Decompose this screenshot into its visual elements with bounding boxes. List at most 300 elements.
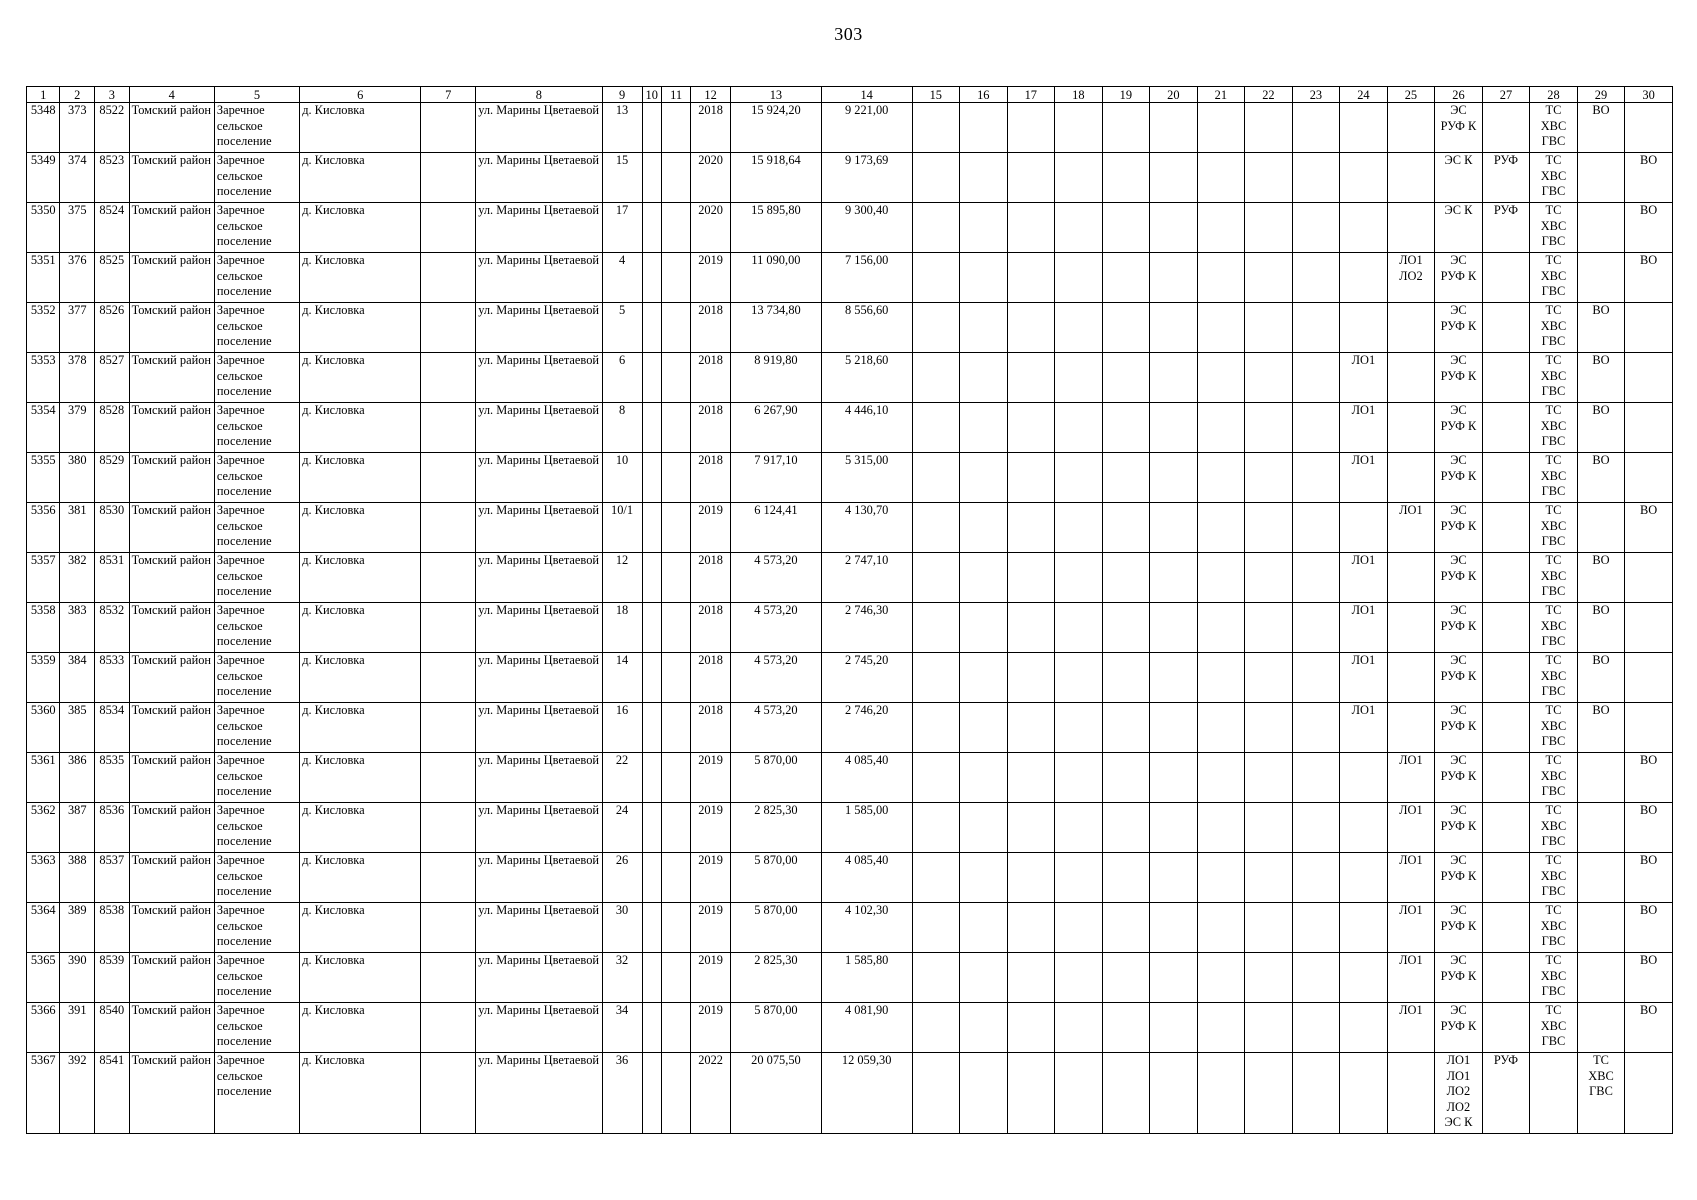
- table-cell-col-16: [960, 703, 1008, 753]
- table-cell-col-8: ул. Марины Цветаевой: [476, 703, 602, 753]
- table-cell-col-25: ЛО1: [1387, 953, 1435, 1003]
- table-cell-col-6: д. Кисловка: [300, 303, 421, 353]
- table-cell-col-20: [1150, 453, 1198, 503]
- table-cell-col-18: [1055, 303, 1103, 353]
- table-cell-col-25: ЛО1: [1387, 503, 1435, 553]
- table-cell-col-8: ул. Марины Цветаевой: [476, 553, 602, 603]
- table-cell-col-29: [1577, 903, 1625, 953]
- table-cell-col-25: ЛО1 ЛО2: [1387, 253, 1435, 303]
- table-cell-col-5: Заречное сельское поселение: [214, 1053, 299, 1134]
- table-cell-col-26: ЭС РУФ К: [1435, 353, 1483, 403]
- table-row: [27, 753, 1673, 803]
- table-cell-col-7: [421, 603, 476, 653]
- table-cell-col-16: [960, 253, 1008, 303]
- table-cell-col-9: 4: [602, 253, 642, 303]
- table-cell-col-21: [1197, 903, 1245, 953]
- table-cell-col-3: 8541: [95, 1053, 130, 1134]
- table-cell-col-4: Томский район: [129, 203, 214, 253]
- table-cell-col-19: [1102, 403, 1150, 453]
- column-number-header-row: [27, 87, 1673, 103]
- table-cell-col-25: [1387, 303, 1435, 353]
- table-cell-col-6: д. Кисловка: [300, 1053, 421, 1134]
- table-cell-col-15: [912, 403, 960, 453]
- table-cell-col-4: Томский район: [129, 103, 214, 153]
- table-cell-col-17: [1007, 453, 1055, 503]
- table-cell-col-15: [912, 653, 960, 703]
- table-cell-col-13: 2 825,30: [731, 803, 822, 853]
- table-cell-col-2: 375: [60, 203, 95, 253]
- table-cell-col-8: ул. Марины Цветаевой: [476, 253, 602, 303]
- table-cell-col-19: [1102, 253, 1150, 303]
- table-cell-col-4: Томский район: [129, 303, 214, 353]
- table-cell-col-18: [1055, 753, 1103, 803]
- table-cell-col-24: ЛО1: [1340, 603, 1388, 653]
- table-cell-col-11: [661, 203, 690, 253]
- table-cell-col-1: 5352: [27, 303, 60, 353]
- table-cell-col-8: ул. Марины Цветаевой: [476, 1053, 602, 1134]
- table-cell-col-28: ТС ХВС ГВС: [1530, 203, 1578, 253]
- table-cell-col-10: [642, 253, 661, 303]
- table-cell-col-2: 380: [60, 453, 95, 503]
- column-header-26: 26: [1435, 87, 1483, 103]
- table-cell-col-4: Томский район: [129, 1053, 214, 1134]
- table-cell-col-11: [661, 603, 690, 653]
- table-cell-col-6: д. Кисловка: [300, 753, 421, 803]
- table-cell-col-24: [1340, 503, 1388, 553]
- table-cell-col-16: [960, 553, 1008, 603]
- table-cell-col-11: [661, 503, 690, 553]
- table-cell-col-15: [912, 953, 960, 1003]
- table-cell-col-20: [1150, 703, 1198, 753]
- table-cell-col-4: Томский район: [129, 153, 214, 203]
- table-cell-col-25: ЛО1: [1387, 1003, 1435, 1053]
- table-cell-col-28: ТС ХВС ГВС: [1530, 553, 1578, 603]
- table-cell-col-24: [1340, 953, 1388, 1003]
- table-cell-col-16: [960, 103, 1008, 153]
- table-cell-col-1: 5362: [27, 803, 60, 853]
- table-cell-col-7: [421, 953, 476, 1003]
- table-cell-col-20: [1150, 153, 1198, 203]
- table-cell-col-30: [1625, 403, 1673, 453]
- table-cell-col-30: ВО: [1625, 903, 1673, 953]
- table-cell-col-16: [960, 1053, 1008, 1134]
- table-cell-col-2: 392: [60, 1053, 95, 1134]
- table-cell-col-2: 374: [60, 153, 95, 203]
- table-cell-col-2: 379: [60, 403, 95, 453]
- table-cell-col-1: 5363: [27, 853, 60, 903]
- table-cell-col-16: [960, 953, 1008, 1003]
- table-cell-col-18: [1055, 703, 1103, 753]
- table-cell-col-17: [1007, 303, 1055, 353]
- table-cell-col-9: 24: [602, 803, 642, 853]
- column-header-18: 18: [1055, 87, 1103, 103]
- table-cell-col-8: ул. Марины Цветаевой: [476, 103, 602, 153]
- table-row: [27, 853, 1673, 903]
- table-cell-col-1: 5353: [27, 353, 60, 403]
- table-cell-col-24: [1340, 203, 1388, 253]
- table-cell-col-16: [960, 903, 1008, 953]
- table-cell-col-30: ВО: [1625, 203, 1673, 253]
- table-cell-col-7: [421, 553, 476, 603]
- table-cell-col-29: ТС ХВС ГВС: [1577, 1053, 1625, 1134]
- table-cell-col-15: [912, 453, 960, 503]
- table-cell-col-10: [642, 453, 661, 503]
- table-cell-col-18: [1055, 803, 1103, 853]
- table-cell-col-24: [1340, 153, 1388, 203]
- column-header-9: 9: [602, 87, 642, 103]
- table-cell-col-3: 8538: [95, 903, 130, 953]
- table-cell-col-13: 5 870,00: [731, 1003, 822, 1053]
- table-cell-col-9: 14: [602, 653, 642, 703]
- column-header-20: 20: [1150, 87, 1198, 103]
- table-cell-col-5: Заречное сельское поселение: [214, 503, 299, 553]
- table-cell-col-24: ЛО1: [1340, 653, 1388, 703]
- table-cell-col-9: 30: [602, 903, 642, 953]
- table-cell-col-14: 1 585,80: [821, 953, 912, 1003]
- table-cell-col-13: 8 919,80: [731, 353, 822, 403]
- table-cell-col-5: Заречное сельское поселение: [214, 1003, 299, 1053]
- table-cell-col-25: ЛО1: [1387, 853, 1435, 903]
- table-cell-col-24: [1340, 253, 1388, 303]
- table-cell-col-30: [1625, 1053, 1673, 1134]
- table-cell-col-3: 8529: [95, 453, 130, 503]
- table-cell-col-1: 5348: [27, 103, 60, 153]
- table-cell-col-17: [1007, 203, 1055, 253]
- table-cell-col-22: [1245, 1053, 1293, 1134]
- table-cell-col-27: [1482, 753, 1530, 803]
- table-cell-col-17: [1007, 653, 1055, 703]
- table-cell-col-7: [421, 853, 476, 903]
- table-cell-col-29: ВО: [1577, 403, 1625, 453]
- table-cell-col-14: 4 102,30: [821, 903, 912, 953]
- table-cell-col-15: [912, 603, 960, 653]
- table-cell-col-17: [1007, 703, 1055, 753]
- table-cell-col-8: ул. Марины Цветаевой: [476, 953, 602, 1003]
- table-cell-col-6: д. Кисловка: [300, 103, 421, 153]
- table-cell-col-11: [661, 903, 690, 953]
- table-cell-col-6: д. Кисловка: [300, 953, 421, 1003]
- table-cell-col-22: [1245, 403, 1293, 453]
- table-cell-col-15: [912, 753, 960, 803]
- column-header-8: 8: [476, 87, 602, 103]
- table-cell-col-2: 385: [60, 703, 95, 753]
- table-cell-col-29: ВО: [1577, 553, 1625, 603]
- table-cell-col-12: 2018: [691, 353, 731, 403]
- table-row: [27, 653, 1673, 703]
- table-cell-col-10: [642, 403, 661, 453]
- table-cell-col-22: [1245, 453, 1293, 503]
- table-cell-col-26: ЭС РУФ К: [1435, 453, 1483, 503]
- table-cell-col-22: [1245, 1003, 1293, 1053]
- table-row: [27, 303, 1673, 353]
- table-cell-col-11: [661, 553, 690, 603]
- table-cell-col-10: [642, 903, 661, 953]
- table-cell-col-30: ВО: [1625, 253, 1673, 303]
- table-cell-col-14: 9 221,00: [821, 103, 912, 153]
- table-cell-col-21: [1197, 753, 1245, 803]
- table-cell-col-20: [1150, 553, 1198, 603]
- table-cell-col-27: [1482, 403, 1530, 453]
- table-cell-col-24: [1340, 753, 1388, 803]
- table-cell-col-27: [1482, 353, 1530, 403]
- table-row: [27, 1053, 1673, 1134]
- table-cell-col-25: ЛО1: [1387, 903, 1435, 953]
- table-cell-col-5: Заречное сельское поселение: [214, 253, 299, 303]
- table-cell-col-18: [1055, 603, 1103, 653]
- table-cell-col-14: 9 300,40: [821, 203, 912, 253]
- table-cell-col-25: [1387, 353, 1435, 403]
- table-cell-col-26: ЭС РУФ К: [1435, 503, 1483, 553]
- table-cell-col-26: ЭС РУФ К: [1435, 953, 1483, 1003]
- table-cell-col-16: [960, 803, 1008, 853]
- table-cell-col-25: [1387, 453, 1435, 503]
- table-row: [27, 903, 1673, 953]
- table-cell-col-18: [1055, 403, 1103, 453]
- table-cell-col-24: [1340, 853, 1388, 903]
- table-cell-col-26: ЭС РУФ К: [1435, 903, 1483, 953]
- table-cell-col-18: [1055, 653, 1103, 703]
- table-cell-col-21: [1197, 103, 1245, 153]
- table-cell-col-5: Заречное сельское поселение: [214, 803, 299, 853]
- table-cell-col-11: [661, 653, 690, 703]
- table-cell-col-14: 5 218,60: [821, 353, 912, 403]
- table-row: [27, 253, 1673, 303]
- table-row: [27, 953, 1673, 1003]
- table-cell-col-17: [1007, 403, 1055, 453]
- table-cell-col-8: ул. Марины Цветаевой: [476, 753, 602, 803]
- column-header-1: 1: [27, 87, 60, 103]
- table-cell-col-1: 5364: [27, 903, 60, 953]
- table-cell-col-12: 2019: [691, 853, 731, 903]
- table-cell-col-22: [1245, 553, 1293, 603]
- table-cell-col-28: ТС ХВС ГВС: [1530, 103, 1578, 153]
- table-cell-col-10: [642, 653, 661, 703]
- table-cell-col-29: ВО: [1577, 703, 1625, 753]
- table-cell-col-20: [1150, 403, 1198, 453]
- table-cell-col-21: [1197, 603, 1245, 653]
- table-cell-col-12: 2022: [691, 1053, 731, 1134]
- table-cell-col-6: д. Кисловка: [300, 453, 421, 503]
- table-cell-col-4: Томский район: [129, 903, 214, 953]
- table-cell-col-28: ТС ХВС ГВС: [1530, 153, 1578, 203]
- table-cell-col-24: [1340, 1053, 1388, 1134]
- table-cell-col-7: [421, 253, 476, 303]
- table-cell-col-3: 8534: [95, 703, 130, 753]
- table-cell-col-20: [1150, 253, 1198, 303]
- registry-table: [26, 86, 1673, 1134]
- column-header-11: 11: [661, 87, 690, 103]
- table-cell-col-22: [1245, 153, 1293, 203]
- table-cell-col-7: [421, 503, 476, 553]
- table-cell-col-8: ул. Марины Цветаевой: [476, 353, 602, 403]
- table-cell-col-10: [642, 1053, 661, 1134]
- table-cell-col-25: ЛО1: [1387, 753, 1435, 803]
- table-cell-col-17: [1007, 253, 1055, 303]
- table-cell-col-29: [1577, 1003, 1625, 1053]
- table-cell-col-4: Томский район: [129, 803, 214, 853]
- table-cell-col-25: [1387, 553, 1435, 603]
- table-cell-col-12: 2019: [691, 903, 731, 953]
- table-cell-col-30: [1625, 603, 1673, 653]
- table-cell-col-1: 5366: [27, 1003, 60, 1053]
- table-cell-col-2: 381: [60, 503, 95, 553]
- table-cell-col-20: [1150, 753, 1198, 803]
- table-cell-col-13: 4 573,20: [731, 553, 822, 603]
- table-cell-col-11: [661, 153, 690, 203]
- table-cell-col-23: [1292, 1053, 1340, 1134]
- table-cell-col-11: [661, 303, 690, 353]
- table-cell-col-7: [421, 353, 476, 403]
- table-row: [27, 203, 1673, 253]
- table-cell-col-27: РУФ: [1482, 153, 1530, 203]
- table-cell-col-2: 382: [60, 553, 95, 603]
- table-cell-col-19: [1102, 703, 1150, 753]
- table-cell-col-15: [912, 703, 960, 753]
- table-cell-col-18: [1055, 1003, 1103, 1053]
- table-cell-col-28: ТС ХВС ГВС: [1530, 903, 1578, 953]
- column-header-30: 30: [1625, 87, 1673, 103]
- table-cell-col-6: д. Кисловка: [300, 553, 421, 603]
- table-cell-col-30: ВО: [1625, 1003, 1673, 1053]
- table-row: [27, 503, 1673, 553]
- table-cell-col-21: [1197, 1053, 1245, 1134]
- table-cell-col-4: Томский район: [129, 853, 214, 903]
- table-cell-col-1: 5360: [27, 703, 60, 753]
- table-cell-col-27: РУФ: [1482, 203, 1530, 253]
- table-cell-col-20: [1150, 953, 1198, 1003]
- table-cell-col-27: РУФ: [1482, 1053, 1530, 1134]
- table-cell-col-3: 8539: [95, 953, 130, 1003]
- table-cell-col-17: [1007, 753, 1055, 803]
- column-header-14: 14: [821, 87, 912, 103]
- table-cell-col-20: [1150, 203, 1198, 253]
- table-cell-col-22: [1245, 603, 1293, 653]
- table-cell-col-24: ЛО1: [1340, 553, 1388, 603]
- table-cell-col-23: [1292, 203, 1340, 253]
- table-cell-col-3: 8535: [95, 753, 130, 803]
- table-cell-col-28: ТС ХВС ГВС: [1530, 303, 1578, 353]
- table-cell-col-13: 5 870,00: [731, 853, 822, 903]
- table-cell-col-10: [642, 303, 661, 353]
- table-cell-col-2: 388: [60, 853, 95, 903]
- table-cell-col-8: ул. Марины Цветаевой: [476, 803, 602, 853]
- table-cell-col-14: 7 156,00: [821, 253, 912, 303]
- table-cell-col-23: [1292, 553, 1340, 603]
- table-cell-col-7: [421, 903, 476, 953]
- table-cell-col-22: [1245, 203, 1293, 253]
- table-cell-col-23: [1292, 803, 1340, 853]
- table-cell-col-22: [1245, 503, 1293, 553]
- table-cell-col-28: ТС ХВС ГВС: [1530, 453, 1578, 503]
- table-cell-col-2: 391: [60, 1003, 95, 1053]
- table-cell-col-13: 4 573,20: [731, 653, 822, 703]
- table-cell-col-7: [421, 403, 476, 453]
- table-cell-col-17: [1007, 1053, 1055, 1134]
- table-cell-col-23: [1292, 1003, 1340, 1053]
- table-cell-col-23: [1292, 703, 1340, 753]
- table-cell-col-3: 8524: [95, 203, 130, 253]
- column-header-23: 23: [1292, 87, 1340, 103]
- table-cell-col-30: ВО: [1625, 853, 1673, 903]
- table-cell-col-28: ТС ХВС ГВС: [1530, 803, 1578, 853]
- table-cell-col-3: 8540: [95, 1003, 130, 1053]
- table-cell-col-30: ВО: [1625, 803, 1673, 853]
- table-cell-col-1: 5359: [27, 653, 60, 703]
- table-cell-col-22: [1245, 753, 1293, 803]
- table-cell-col-9: 17: [602, 203, 642, 253]
- table-cell-col-12: 2019: [691, 803, 731, 853]
- table-cell-col-26: ЭС РУФ К: [1435, 253, 1483, 303]
- table-cell-col-18: [1055, 1053, 1103, 1134]
- table-cell-col-19: [1102, 353, 1150, 403]
- table-cell-col-7: [421, 1053, 476, 1134]
- table-cell-col-3: 8537: [95, 853, 130, 903]
- table-cell-col-13: 11 090,00: [731, 253, 822, 303]
- table-cell-col-26: ЭС РУФ К: [1435, 753, 1483, 803]
- table-cell-col-14: 4 446,10: [821, 403, 912, 453]
- table-cell-col-30: ВО: [1625, 753, 1673, 803]
- table-cell-col-23: [1292, 253, 1340, 303]
- table-cell-col-12: 2018: [691, 553, 731, 603]
- table-cell-col-13: 4 573,20: [731, 603, 822, 653]
- table-cell-col-4: Томский район: [129, 653, 214, 703]
- table-cell-col-19: [1102, 153, 1150, 203]
- table-cell-col-11: [661, 803, 690, 853]
- table-cell-col-30: [1625, 553, 1673, 603]
- table-cell-col-2: 386: [60, 753, 95, 803]
- table-cell-col-3: 8530: [95, 503, 130, 553]
- table-cell-col-19: [1102, 503, 1150, 553]
- table-cell-col-12: 2019: [691, 503, 731, 553]
- table-row: [27, 553, 1673, 603]
- table-cell-col-15: [912, 1003, 960, 1053]
- table-cell-col-21: [1197, 303, 1245, 353]
- table-cell-col-27: [1482, 803, 1530, 853]
- table-cell-col-19: [1102, 1003, 1150, 1053]
- table-cell-col-12: 2018: [691, 453, 731, 503]
- table-cell-col-10: [642, 103, 661, 153]
- table-cell-col-11: [661, 853, 690, 903]
- table-cell-col-14: 4 085,40: [821, 853, 912, 903]
- table-cell-col-8: ул. Марины Цветаевой: [476, 453, 602, 503]
- table-cell-col-23: [1292, 103, 1340, 153]
- table-cell-col-17: [1007, 353, 1055, 403]
- table-cell-col-17: [1007, 153, 1055, 203]
- table-cell-col-23: [1292, 403, 1340, 453]
- table-cell-col-18: [1055, 453, 1103, 503]
- table-cell-col-26: ЭС К: [1435, 203, 1483, 253]
- column-header-3: 3: [95, 87, 130, 103]
- table-cell-col-21: [1197, 953, 1245, 1003]
- table-cell-col-7: [421, 803, 476, 853]
- table-cell-col-3: 8528: [95, 403, 130, 453]
- table-cell-col-8: ул. Марины Цветаевой: [476, 403, 602, 453]
- table-cell-col-9: 22: [602, 753, 642, 803]
- table-cell-col-5: Заречное сельское поселение: [214, 903, 299, 953]
- table-cell-col-17: [1007, 903, 1055, 953]
- table-cell-col-5: Заречное сельское поселение: [214, 703, 299, 753]
- table-cell-col-4: Томский район: [129, 253, 214, 303]
- table-cell-col-17: [1007, 503, 1055, 553]
- table-cell-col-1: 5355: [27, 453, 60, 503]
- table-cell-col-2: 387: [60, 803, 95, 853]
- table-cell-col-8: ул. Марины Цветаевой: [476, 203, 602, 253]
- table-cell-col-15: [912, 503, 960, 553]
- table-cell-col-6: д. Кисловка: [300, 153, 421, 203]
- table-cell-col-23: [1292, 753, 1340, 803]
- table-cell-col-27: [1482, 603, 1530, 653]
- table-cell-col-21: [1197, 453, 1245, 503]
